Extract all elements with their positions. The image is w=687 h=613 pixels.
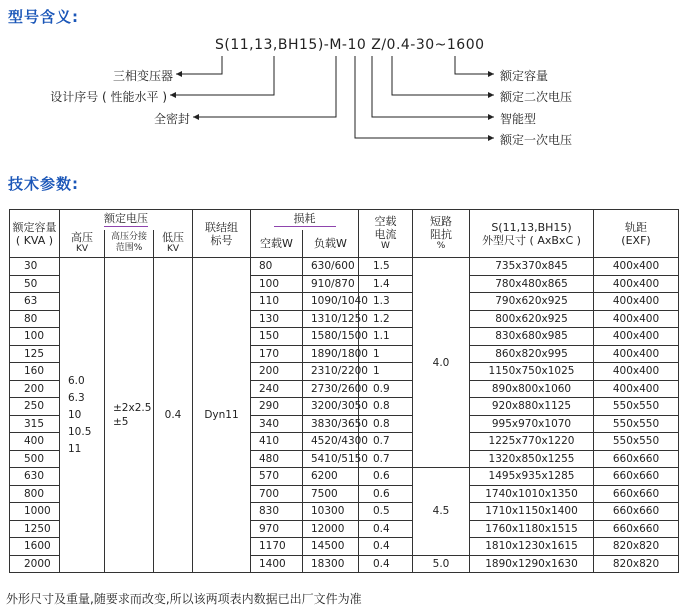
cell-load-loss: 1310/1250 <box>303 310 359 328</box>
cell-capacity: 1600 <box>10 538 60 556</box>
cell-capacity: 200 <box>10 380 60 398</box>
cell-noload-loss: 570 <box>251 468 303 486</box>
cell-load-loss: 14500 <box>303 538 359 556</box>
label-design-serial: 设计序号 ( 性能水平 ) <box>50 90 167 104</box>
cell-load-loss: 1580/1500 <box>303 328 359 346</box>
cell-load-loss: 1090/1040 <box>303 293 359 311</box>
cell-dimensions: 790x620x925 <box>470 293 594 311</box>
cell-noload-loss: 480 <box>251 450 303 468</box>
cell-load-loss: 6200 <box>303 468 359 486</box>
cell-capacity: 80 <box>10 310 60 328</box>
cell-capacity: 400 <box>10 433 60 451</box>
cell-noload-current: 0.9 <box>359 380 413 398</box>
cell-dimensions: 1710x1150x1400 <box>470 503 594 521</box>
cell-capacity: 63 <box>10 293 60 311</box>
label-rated-secondary-voltage: 额定二次电压 <box>500 90 573 104</box>
cell-dimensions: 995x970x1070 <box>470 415 594 433</box>
cell-noload-current: 1.1 <box>359 328 413 346</box>
header-tap-range: 高压分接 范围% <box>105 230 154 258</box>
cell-capacity: 630 <box>10 468 60 486</box>
cell-noload-current: 1 <box>359 363 413 381</box>
cell-gauge: 400x400 <box>594 380 679 398</box>
header-connection-group: 联结组 标号 <box>193 210 251 258</box>
header-noload-loss: 空载W <box>251 230 303 258</box>
cell-impedance: 4.0 <box>413 258 470 468</box>
cell-noload-current: 1.4 <box>359 275 413 293</box>
cell-noload-loss: 700 <box>251 485 303 503</box>
section-title-tech-params: 技术参数: <box>8 175 79 193</box>
cell-noload-loss: 970 <box>251 520 303 538</box>
cell-tap-range: ±2x2.5 ±5 <box>105 258 154 573</box>
cell-noload-current: 0.6 <box>359 485 413 503</box>
cell-gauge: 400x400 <box>594 328 679 346</box>
cell-dimensions: 920x880x1125 <box>470 398 594 416</box>
cell-gauge: 820x820 <box>594 538 679 556</box>
label-rated-capacity: 额定容量 <box>500 69 549 83</box>
cell-dimensions: 1760x1180x1515 <box>470 520 594 538</box>
cell-dimensions: 1495x935x1285 <box>470 468 594 486</box>
cell-load-loss: 1890/1800 <box>303 345 359 363</box>
cell-gauge: 400x400 <box>594 258 679 276</box>
cell-noload-current: 0.8 <box>359 415 413 433</box>
cell-gauge: 400x400 <box>594 345 679 363</box>
cell-load-loss: 2730/2600 <box>303 380 359 398</box>
label-rated-primary-voltage: 额定一次电压 <box>500 133 573 147</box>
cell-capacity: 500 <box>10 450 60 468</box>
cell-dimensions: 890x800x1060 <box>470 380 594 398</box>
cell-dimensions: 1320x850x1255 <box>470 450 594 468</box>
cell-noload-loss: 1400 <box>251 555 303 573</box>
cell-capacity: 50 <box>10 275 60 293</box>
cell-lv: 0.4 <box>154 258 193 573</box>
cell-capacity: 250 <box>10 398 60 416</box>
cell-noload-current: 0.7 <box>359 433 413 451</box>
cell-capacity: 160 <box>10 363 60 381</box>
header-load-loss: 负载W <box>303 230 359 258</box>
cell-load-loss: 5410/5150 <box>303 450 359 468</box>
cell-gauge: 400x400 <box>594 363 679 381</box>
cell-noload-loss: 150 <box>251 328 303 346</box>
model-code: S(11,13,BH15)-M-10 Z/0.4-30~1600 <box>215 37 485 53</box>
cell-gauge: 550x550 <box>594 433 679 451</box>
cell-gauge: 660x660 <box>594 503 679 521</box>
cell-gauge: 820x820 <box>594 555 679 573</box>
cell-load-loss: 910/870 <box>303 275 359 293</box>
cell-noload-loss: 1170 <box>251 538 303 556</box>
header-loss: 损耗 <box>251 210 359 230</box>
cell-capacity: 800 <box>10 485 60 503</box>
cell-dimensions: 1225x770x1220 <box>470 433 594 451</box>
cell-gauge: 400x400 <box>594 293 679 311</box>
cell-noload-current: 1.3 <box>359 293 413 311</box>
header-gauge: 轨距 (EXF) <box>594 210 679 258</box>
label-smart-type: 智能型 <box>500 112 537 126</box>
cell-impedance: 5.0 <box>413 555 470 573</box>
header-rated-voltage: 额定电压 <box>60 210 193 230</box>
cell-dimensions: 800x620x925 <box>470 310 594 328</box>
header-hv: 高压 KV <box>60 230 105 258</box>
header-impedance: 短路 阻抗 % <box>413 210 470 258</box>
cell-capacity: 315 <box>10 415 60 433</box>
cell-capacity: 30 <box>10 258 60 276</box>
cell-noload-loss: 340 <box>251 415 303 433</box>
cell-noload-current: 0.7 <box>359 450 413 468</box>
footer-note: 外形尺寸及重量,随要求而改变,所以该两项表内数据已出厂文件为准 <box>6 592 362 606</box>
cell-noload-loss: 830 <box>251 503 303 521</box>
cell-noload-loss: 130 <box>251 310 303 328</box>
cell-gauge: 550x550 <box>594 415 679 433</box>
cell-gauge: 660x660 <box>594 468 679 486</box>
cell-load-loss: 10300 <box>303 503 359 521</box>
cell-capacity: 1000 <box>10 503 60 521</box>
cell-load-loss: 18300 <box>303 555 359 573</box>
cell-gauge: 550x550 <box>594 398 679 416</box>
cell-load-loss: 3830/3650 <box>303 415 359 433</box>
cell-noload-loss: 200 <box>251 363 303 381</box>
cell-hv-values: 6.0 6.3 10 10.5 11 <box>60 258 105 573</box>
cell-dimensions: 780x480x865 <box>470 275 594 293</box>
table-row <box>10 258 679 276</box>
cell-dimensions: 1150x750x1025 <box>470 363 594 381</box>
cell-noload-current: 0.4 <box>359 520 413 538</box>
header-noload-current: 空载 电流 W <box>359 210 413 258</box>
cell-noload-current: 0.5 <box>359 503 413 521</box>
cell-dimensions: 1810x1230x1615 <box>470 538 594 556</box>
cell-noload-current: 1.5 <box>359 258 413 276</box>
cell-capacity: 100 <box>10 328 60 346</box>
cell-gauge: 400x400 <box>594 275 679 293</box>
header-rated-capacity: 额定容量 ( KVA ) <box>10 210 60 258</box>
section-title-model-meaning: 型号含义: <box>8 8 79 26</box>
cell-noload-loss: 410 <box>251 433 303 451</box>
cell-load-loss: 12000 <box>303 520 359 538</box>
cell-noload-current: 0.8 <box>359 398 413 416</box>
cell-capacity: 1250 <box>10 520 60 538</box>
cell-dimensions: 830x680x985 <box>470 328 594 346</box>
cell-noload-loss: 170 <box>251 345 303 363</box>
cell-dimensions: 735x370x845 <box>470 258 594 276</box>
cell-noload-current: 1 <box>359 345 413 363</box>
cell-noload-current: 0.4 <box>359 538 413 556</box>
header-lv: 低压 KV <box>154 230 193 258</box>
cell-noload-loss: 100 <box>251 275 303 293</box>
cell-load-loss: 4520/4300 <box>303 433 359 451</box>
cell-load-loss: 630/600 <box>303 258 359 276</box>
header-dimensions: S(11,13,BH15) 外型尺寸 ( AxBxC ) <box>470 210 594 258</box>
tech-params-table <box>9 209 679 573</box>
cell-noload-current: 0.4 <box>359 555 413 573</box>
label-three-phase-transformer: 三相变压器 <box>112 69 173 83</box>
cell-dimensions: 1740x1010x1350 <box>470 485 594 503</box>
cell-load-loss: 7500 <box>303 485 359 503</box>
cell-gauge: 660x660 <box>594 485 679 503</box>
cell-noload-current: 0.6 <box>359 468 413 486</box>
cell-gauge: 400x400 <box>594 310 679 328</box>
cell-capacity: 2000 <box>10 555 60 573</box>
cell-dimensions: 1890x1290x1630 <box>470 555 594 573</box>
cell-noload-loss: 80 <box>251 258 303 276</box>
cell-connection-group: Dyn11 <box>193 258 251 573</box>
cell-capacity: 125 <box>10 345 60 363</box>
cell-gauge: 660x660 <box>594 450 679 468</box>
cell-noload-loss: 290 <box>251 398 303 416</box>
label-fully-sealed: 全密封 <box>153 112 190 126</box>
cell-impedance: 4.5 <box>413 468 470 556</box>
cell-noload-loss: 240 <box>251 380 303 398</box>
cell-load-loss: 3200/3050 <box>303 398 359 416</box>
cell-load-loss: 2310/2200 <box>303 363 359 381</box>
cell-noload-loss: 110 <box>251 293 303 311</box>
cell-gauge: 660x660 <box>594 520 679 538</box>
cell-noload-current: 1.2 <box>359 310 413 328</box>
cell-dimensions: 860x820x995 <box>470 345 594 363</box>
